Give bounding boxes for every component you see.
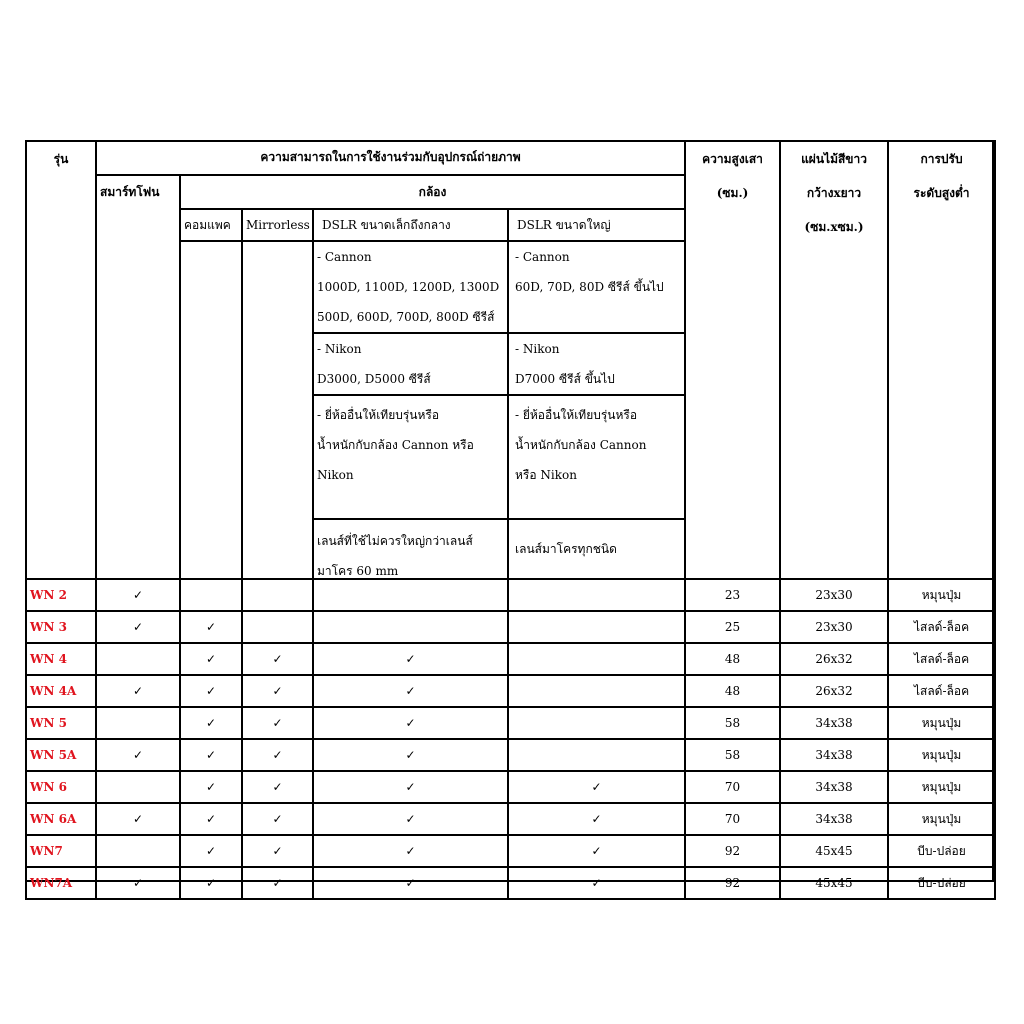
dslr-large-check: ✓: [508, 835, 685, 867]
dslr-small-details: [313, 241, 508, 579]
dslr-large-check: [508, 579, 685, 611]
adjust-method-value: หมุนปุ่ม: [888, 771, 995, 803]
mirrorless-detail-blank: [242, 241, 313, 579]
mirrorless-check: ✓: [242, 675, 313, 707]
adjust-method-value: หมุนปุ่ม: [888, 707, 995, 739]
header-height-line1: ความสูงเสา: [702, 152, 763, 166]
smartphone-check: [96, 643, 180, 675]
compact-check: ✓: [180, 675, 242, 707]
board-size-value: 45x45: [780, 835, 888, 867]
board-size-value: 34x38: [780, 771, 888, 803]
smartphone-check: ✓: [96, 803, 180, 835]
model-name: WN 2: [26, 579, 96, 611]
header-adjust: [888, 141, 995, 579]
mirrorless-check: ✓: [242, 771, 313, 803]
board-size-value: 34x38: [780, 739, 888, 771]
model-name: WN7A: [26, 867, 96, 899]
dslr-large-details: [508, 241, 685, 579]
model-name: WN7: [26, 835, 96, 867]
header-height: [685, 141, 780, 579]
height-value: 92: [685, 867, 780, 899]
board-size-value: 34x38: [780, 803, 888, 835]
header-board-line3: (ซม.xซม.): [804, 220, 864, 234]
compact-detail-blank: [180, 241, 242, 579]
adjust-method-value: บีบ-ปล่อย: [888, 867, 995, 899]
compact-check: ✓: [180, 867, 242, 899]
compact-check: ✓: [180, 803, 242, 835]
dslr-large-nikon-line2: D7000 ซีรีส์ ขึ้นไป: [515, 372, 615, 386]
table-row: [26, 611, 995, 643]
table-row: [26, 739, 995, 771]
header-adjust-line2: ระดับสูงต่ำ: [913, 186, 970, 200]
height-value: 58: [685, 707, 780, 739]
mirrorless-check: ✓: [242, 739, 313, 771]
header-mirrorless: Mirrorless: [242, 209, 313, 241]
dslr-large-check: ✓: [508, 803, 685, 835]
dslr-small-nikon: [314, 334, 507, 396]
dslr-large-check: [508, 739, 685, 771]
table-row: [26, 675, 995, 707]
compatibility-table: [25, 140, 996, 900]
dslr-small-nikon-line2: D3000, D5000 ซีรีส์: [317, 372, 431, 386]
dslr-large-check: ✓: [508, 867, 685, 899]
smartphone-check: [96, 835, 180, 867]
compact-check: ✓: [180, 739, 242, 771]
height-value: 58: [685, 739, 780, 771]
adjust-method-value: หมุนปุ่ม: [888, 803, 995, 835]
height-value: 70: [685, 803, 780, 835]
board-size-value: 26x32: [780, 675, 888, 707]
dslr-small-check: ✓: [313, 803, 508, 835]
board-size-value: 26x32: [780, 643, 888, 675]
dslr-small-other: [314, 396, 507, 520]
model-rows: [26, 579, 995, 899]
dslr-large-other-line3: หรือ Nikon: [515, 468, 577, 482]
board-size-value: 34x38: [780, 707, 888, 739]
model-name: WN 4A: [26, 675, 96, 707]
height-value: 70: [685, 771, 780, 803]
dslr-small-lens: [314, 520, 507, 578]
smartphone-check: ✓: [96, 675, 180, 707]
compact-check: ✓: [180, 771, 242, 803]
dslr-small-check: ✓: [313, 771, 508, 803]
smartphone-check: ✓: [96, 739, 180, 771]
height-value: 23: [685, 579, 780, 611]
smartphone-check: ✓: [96, 579, 180, 611]
dslr-small-canon-line1: - Cannon: [317, 250, 372, 264]
height-value: 92: [685, 835, 780, 867]
height-value: 48: [685, 675, 780, 707]
header-model: รุ่น: [26, 141, 96, 579]
mirrorless-check: ✓: [242, 643, 313, 675]
header-height-line2: (ซม.): [716, 186, 749, 200]
dslr-large-canon-line1: - Cannon: [515, 250, 570, 264]
dslr-small-canon-line2: 1000D, 1100D, 1200D, 1300D: [317, 280, 500, 294]
model-name: WN 5A: [26, 739, 96, 771]
header-compatibility: ความสามารถในการใช้งานร่วมกับอุปกรณ์ถ่ายภาพ: [96, 141, 685, 175]
dslr-large-other: [509, 396, 684, 520]
compact-check: ✓: [180, 611, 242, 643]
table-row: [26, 771, 995, 803]
dslr-small-check: ✓: [313, 643, 508, 675]
dslr-small-check: ✓: [313, 707, 508, 739]
dslr-small-check: ✓: [313, 739, 508, 771]
model-name: WN 3: [26, 611, 96, 643]
header-board-line2: กว้างxยาว: [806, 186, 862, 200]
dslr-small-check: [313, 611, 508, 643]
mirrorless-check: ✓: [242, 867, 313, 899]
dslr-large-other-line1: - ยี่ห้ออื่นให้เทียบรุ่นหรือ: [515, 408, 638, 422]
dslr-large-nikon: [509, 334, 684, 396]
dslr-large-lens: [509, 520, 684, 578]
dslr-small-check: [313, 579, 508, 611]
model-name: WN 5: [26, 707, 96, 739]
table-row: [26, 707, 995, 739]
adjust-method-value: ไสลด์-ล็อค: [888, 675, 995, 707]
model-name: WN 6A: [26, 803, 96, 835]
model-name: WN 4: [26, 643, 96, 675]
height-value: 25: [685, 611, 780, 643]
header-smartphone: สมาร์ทโฟน: [96, 175, 180, 579]
dslr-small-check: ✓: [313, 867, 508, 899]
mirrorless-check: ✓: [242, 835, 313, 867]
dslr-small-nikon-line1: - Nikon: [317, 342, 362, 356]
header-dslr-small: DSLR ขนาดเล็กถึงกลาง: [313, 209, 508, 241]
compact-check: [180, 579, 242, 611]
dslr-large-canon-line2: 60D, 70D, 80D ซีรีส์ ขึ้นไป: [515, 280, 664, 294]
smartphone-check: ✓: [96, 611, 180, 643]
adjust-method-value: บีบ-ปล่อย: [888, 835, 995, 867]
dslr-large-nikon-line1: - Nikon: [515, 342, 560, 356]
compact-check: ✓: [180, 643, 242, 675]
smartphone-check: [96, 707, 180, 739]
model-name: WN 6: [26, 771, 96, 803]
adjust-method-value: หมุนปุ่ม: [888, 579, 995, 611]
dslr-large-canon: [509, 242, 684, 334]
smartphone-check: [96, 771, 180, 803]
dslr-large-check: [508, 611, 685, 643]
dslr-large-lens-line1: เลนส์มาโครทุกชนิด: [515, 542, 617, 556]
dslr-large-check: ✓: [508, 771, 685, 803]
mirrorless-check: [242, 611, 313, 643]
smartphone-check: ✓: [96, 867, 180, 899]
dslr-small-other-line2: น้ำหนักกับกล้อง Cannon หรือ: [317, 438, 474, 452]
height-value: 48: [685, 643, 780, 675]
dslr-small-other-line1: - ยี่ห้ออื่นให้เทียบรุ่นหรือ: [317, 408, 440, 422]
header-camera: กล้อง: [180, 175, 685, 209]
dslr-small-check: ✓: [313, 675, 508, 707]
dslr-large-other-line2: น้ำหนักกับกล้อง Cannon: [515, 438, 647, 452]
board-size-value: 23x30: [780, 611, 888, 643]
table-row: [26, 643, 995, 675]
dslr-small-lens-line1: เลนส์ที่ใช้ไม่ควรใหญ่กว่าเลนส์: [317, 534, 473, 548]
table-row: [26, 867, 995, 899]
board-size-value: 23x30: [780, 579, 888, 611]
dslr-large-check: [508, 643, 685, 675]
board-size-value: 45x45: [780, 867, 888, 899]
compact-check: ✓: [180, 707, 242, 739]
header-adjust-line1: การปรับ: [920, 152, 963, 166]
compact-check: ✓: [180, 835, 242, 867]
dslr-small-lens-line2: มาโคร 60 mm: [317, 564, 399, 578]
header-board-line1: แผ่นไม้สีขาว: [801, 152, 867, 166]
mirrorless-check: ✓: [242, 707, 313, 739]
dslr-small-canon: [314, 242, 507, 334]
table-row: [26, 835, 995, 867]
dslr-small-other-line3: Nikon: [317, 468, 354, 482]
header-compact: คอมแพค: [180, 209, 242, 241]
adjust-method-value: ไสลด์-ล็อค: [888, 611, 995, 643]
table-row: [26, 579, 995, 611]
dslr-large-check: [508, 707, 685, 739]
table-row: [26, 803, 995, 835]
dslr-large-check: [508, 675, 685, 707]
adjust-method-value: ไสลด์-ล็อค: [888, 643, 995, 675]
header-board: [780, 141, 888, 579]
adjust-method-value: หมุนปุ่ม: [888, 739, 995, 771]
dslr-small-check: ✓: [313, 835, 508, 867]
header-dslr-large: DSLR ขนาดใหญ่: [508, 209, 685, 241]
dslr-small-canon-line3: 500D, 600D, 700D, 800D ซีรีส์: [317, 310, 495, 324]
mirrorless-check: ✓: [242, 803, 313, 835]
mirrorless-check: [242, 579, 313, 611]
